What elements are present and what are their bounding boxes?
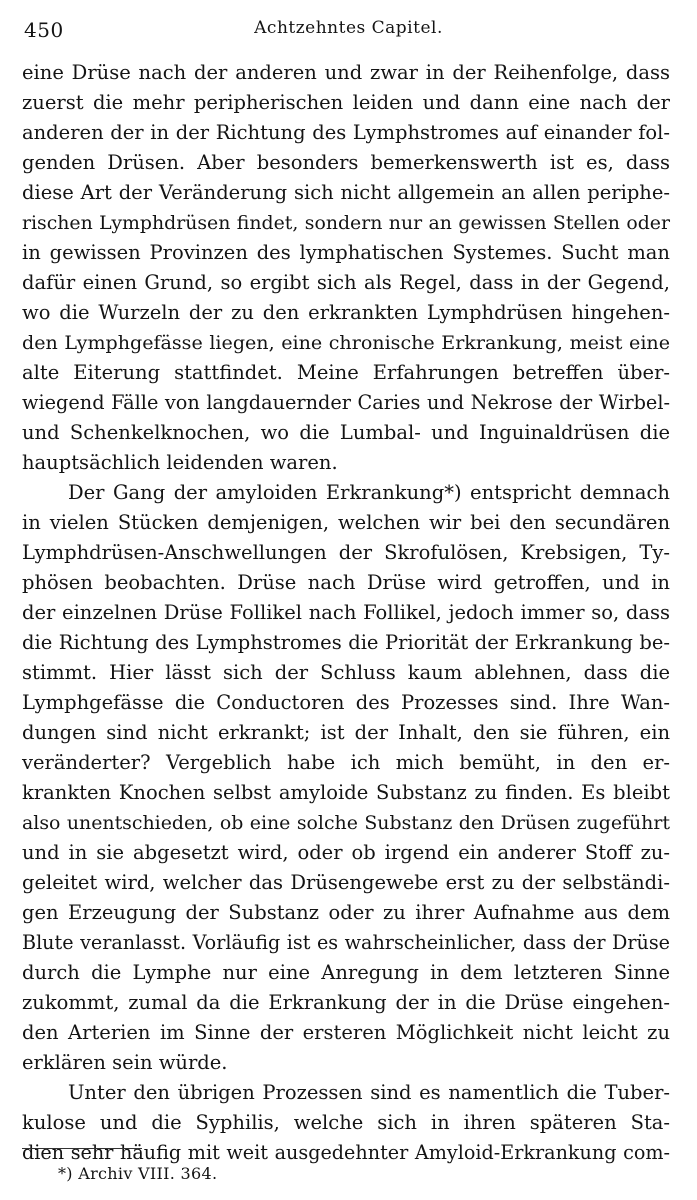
text-line: geleitet wird, welcher das Drüsengewebe erst zu der selbständi-	[22, 871, 670, 894]
text-line: und Schenkelknochen, wo die Lumbal- und Inguinaldrüsen die	[22, 421, 670, 444]
paragraph-2	[22, 478, 670, 1078]
text-line: die Richtung des Lymphstromes die Priorität der Erkrankung be-	[22, 631, 670, 654]
text-line: zuerst die mehr peripherischen leiden und dann eine nach der	[22, 91, 670, 114]
text-line: stimmt. Hier lässt sich der Schluss kaum ablehnen, dass die	[22, 661, 670, 684]
running-head: Achtzehntes Capitel.	[254, 18, 443, 38]
text-line: Lymphdrüsen-Anschwellungen der Skrofulösen, Krebsigen, Ty-	[22, 541, 670, 564]
text-line: wiegend Fälle von langdauernder Caries und Nekrose der Wirbel-	[22, 391, 670, 414]
text-line: erklären sein würde.	[22, 1051, 228, 1074]
text-line: wo die Wurzeln der zu den erkrankten Lymphdrüsen hingehen-	[22, 301, 670, 324]
text-line: kulose und die Syphilis, welche sich in ihren späteren Sta-	[22, 1111, 670, 1134]
text-line: anderen der in der Richtung des Lymphstromes auf einander fol-	[22, 121, 670, 144]
text-line: gen Erzeugung der Substanz oder zu ihrer Aufnahme aus dem	[22, 901, 670, 924]
text-line: eine Drüse nach der anderen und zwar in der Reihenfolge, dass	[22, 61, 670, 84]
text-line: dafür einen Grund, so ergibt sich als Regel, dass in der Gegend,	[22, 271, 670, 294]
text-line: Der Gang der amyloiden Erkrankung*) entspricht demnach	[68, 481, 670, 504]
text-line: krankten Knochen selbst amyloide Substanz zu finden. Es bleibt	[22, 781, 670, 804]
text-line: in vielen Stücken demjenigen, welchen wir bei den secundären	[22, 511, 670, 534]
text-line: dungen sind nicht erkrankt; ist der Inhalt, den sie führen, ein	[22, 721, 670, 744]
text-line: den Lymphgefässe liegen, eine chronische Erkrankung, meist eine	[22, 332, 670, 354]
paragraph-1	[22, 58, 670, 478]
text-line: hauptsächlich leidenden waren.	[22, 451, 338, 474]
page-number: 450	[24, 18, 64, 42]
text-line: und in sie abgesetzt wird, oder ob irgend ein anderer Stoff zu-	[22, 841, 670, 864]
text-line: durch die Lymphe nur eine Anregung in dem letzteren Sinne	[22, 961, 670, 984]
text-line: diese Art der Veränderung sich nicht allgemein an allen periphe-	[22, 181, 670, 204]
text-line: zukommt, zumal da die Erkrankung der in die Drüse eingehen-	[22, 991, 670, 1014]
text-line: alte Eiterung stattfindet. Meine Erfahrungen betreffen über-	[22, 361, 670, 384]
page-header	[22, 16, 675, 42]
text-line: Blute veranlasst. Vorläufig ist es wahrscheinlicher, dass der Drüse	[22, 931, 670, 954]
text-line: also unentschieden, ob eine solche Substanz den Drüsen zugeführt	[22, 812, 670, 834]
footnote: *) Archiv VIII. 364.	[58, 1164, 218, 1183]
paragraph-3	[22, 1078, 670, 1168]
text-line: dien sehr häufig mit weit ausgedehnter Amyloid-Erkrankung com-	[22, 1141, 670, 1164]
body-text	[22, 58, 670, 1168]
text-line: Lymphgefässe die Conductoren des Prozesses sind. Ihre Wan-	[22, 691, 670, 714]
text-line: rischen Lymphdrüsen findet, sondern nur an gewissen Stellen oder	[22, 212, 670, 234]
text-line: phösen beobachten. Drüse nach Drüse wird getroffen, und in	[22, 571, 670, 594]
text-line: veränderter? Vergeblich habe ich mich bemüht, in den er-	[22, 751, 670, 774]
footnote-divider	[22, 1148, 142, 1149]
text-line: Unter den übrigen Prozessen sind es namentlich die Tuber-	[68, 1081, 670, 1104]
text-line: in gewissen Provinzen des lymphatischen Systemes. Sucht man	[22, 241, 670, 264]
text-line: genden Drüsen. Aber besonders bemerkenswerth ist es, dass	[22, 151, 670, 174]
text-line: den Arterien im Sinne der ersteren Möglichkeit nicht leicht zu	[22, 1021, 670, 1044]
text-line: der einzelnen Drüse Follikel nach Follikel, jedoch immer so, dass	[22, 601, 670, 624]
